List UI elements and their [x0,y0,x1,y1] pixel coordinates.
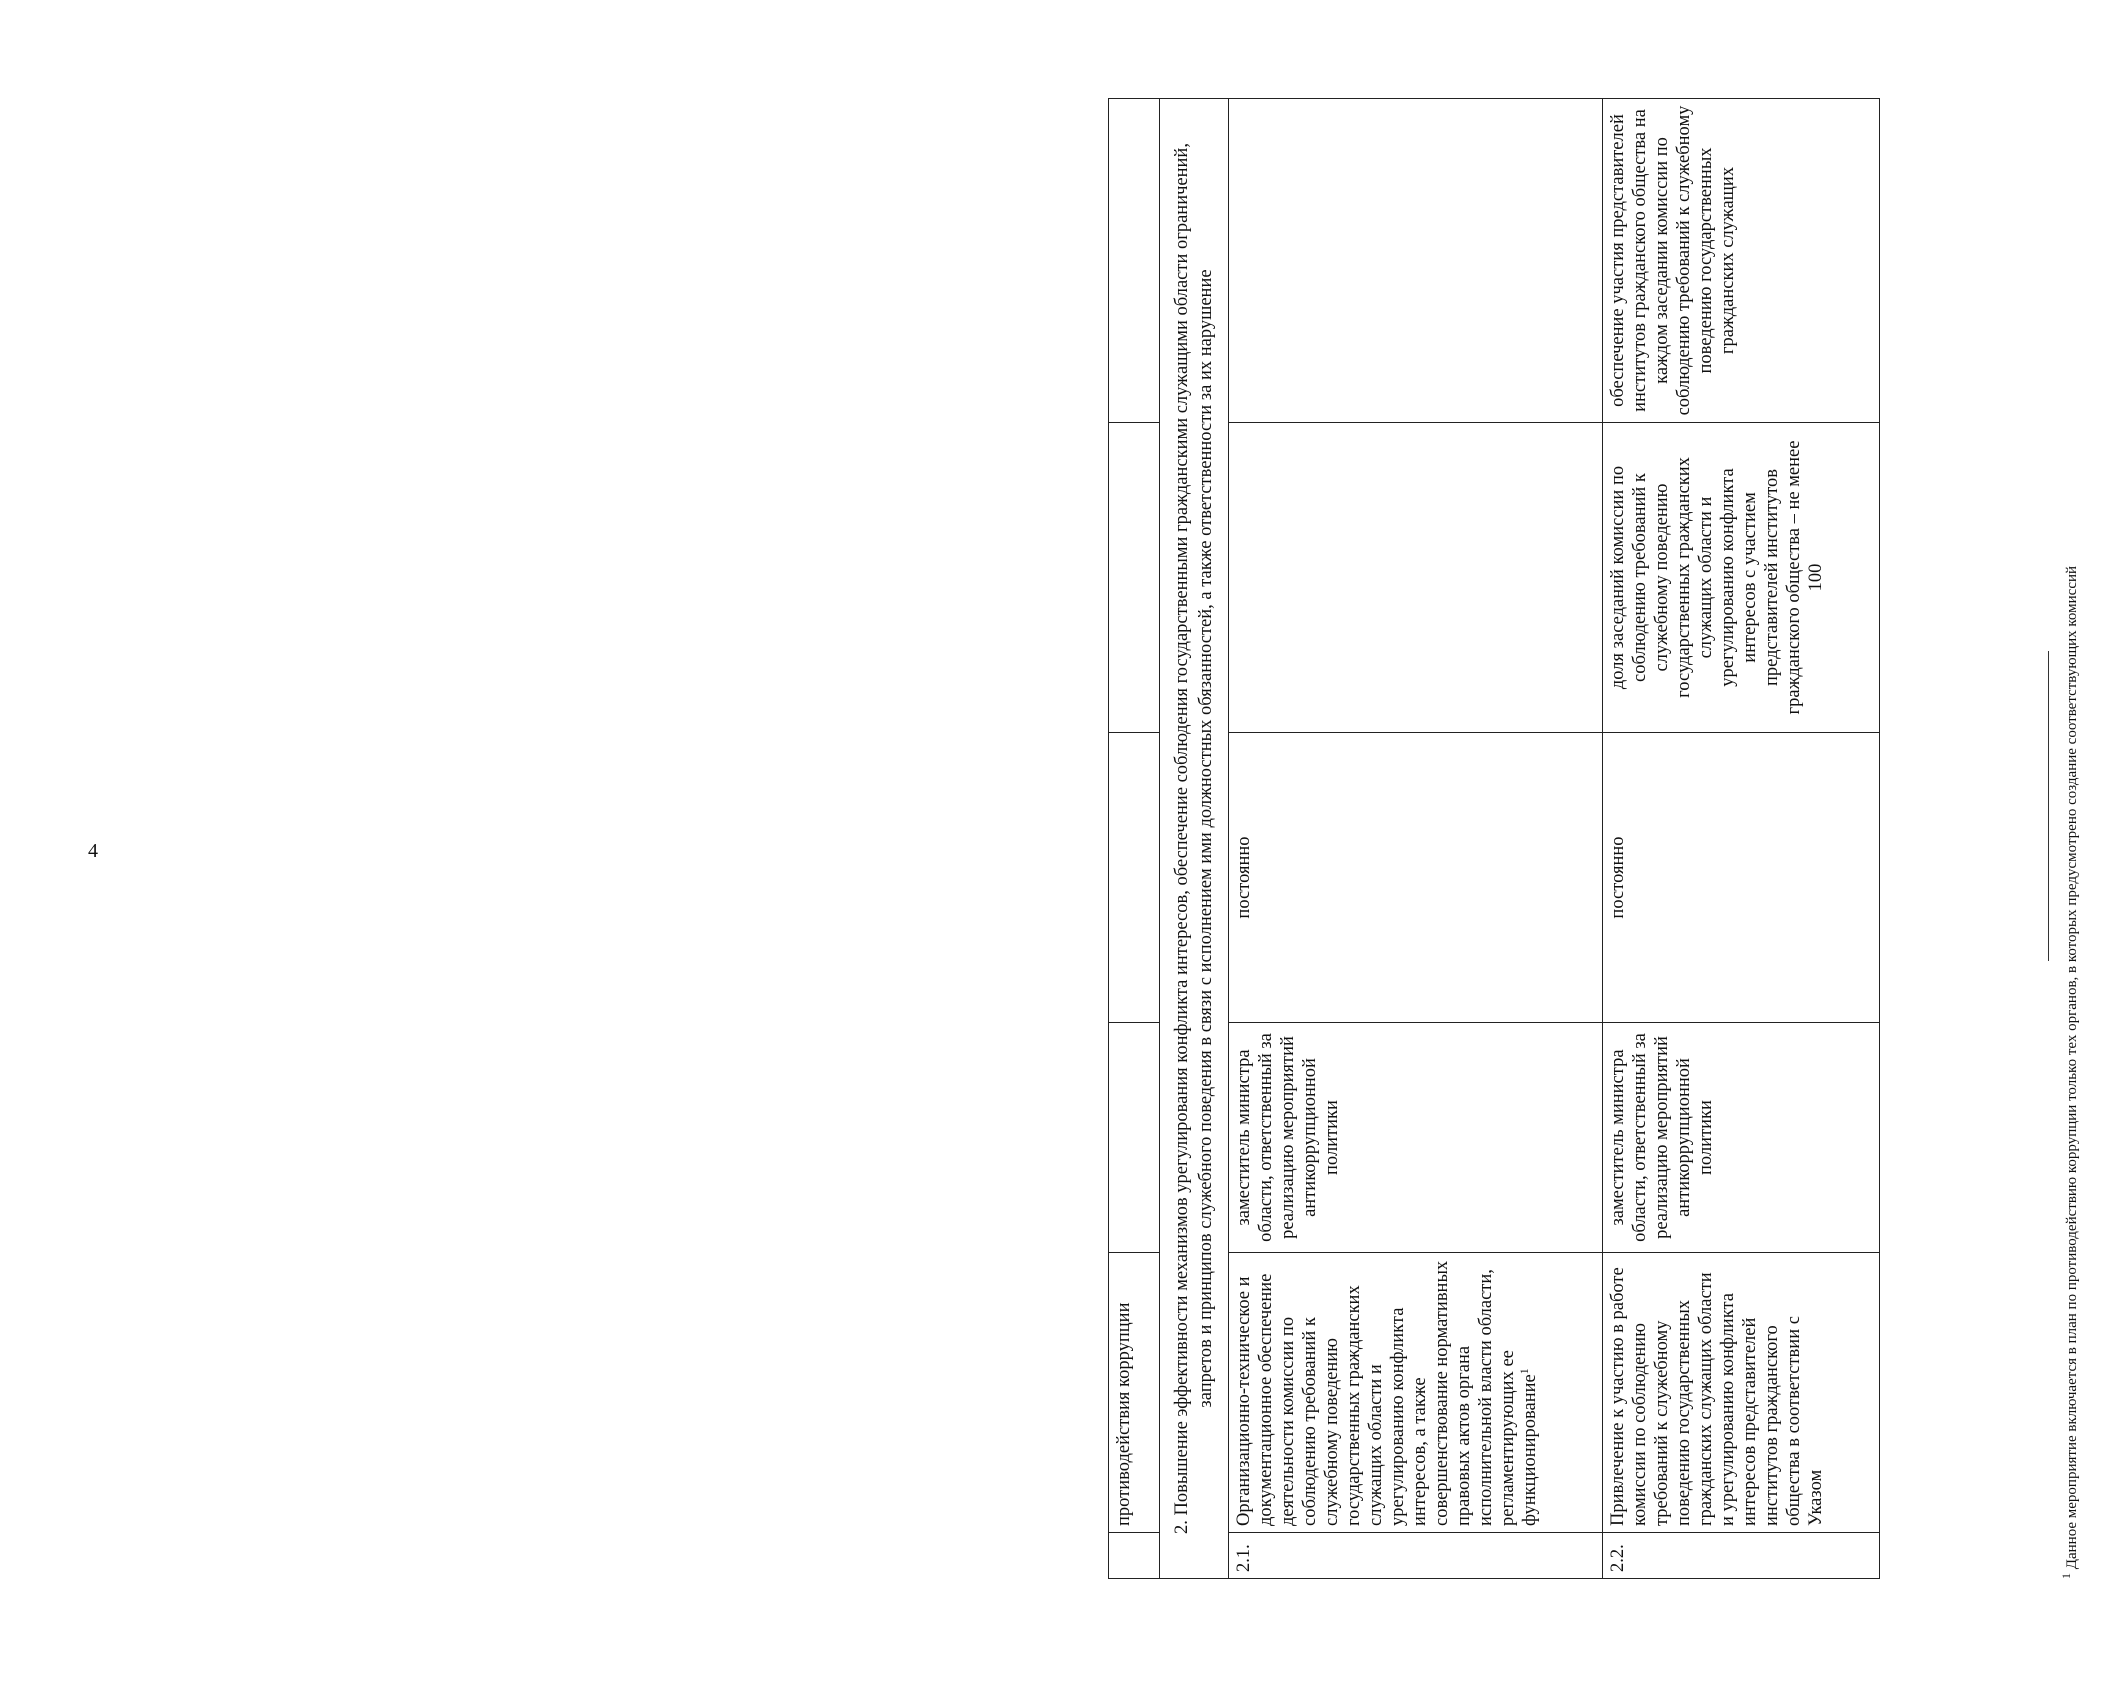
section-heading-row [1160,99,1229,1579]
indicator-cell [1229,423,1603,733]
document-sheet [1108,97,2118,1597]
table-row [1603,99,1880,1579]
table-cell [1109,733,1160,1023]
footnote [2059,565,2081,1579]
event-cell: Привлечение к участию в работе комиссии по соблюдению требований к служебному поведению государственных гражданских служащих области и урегулированию конфликта интересов представителей институтов гражданского общества в соответствии с Указом [1603,1253,1880,1533]
event-text: Организационно-техническое и документационное обеспечение деятельности комиссии по соблюдению требований к служебному поведению государственных гражданских служащих области и урегулированию конфликта интересов, а также совершенствование нормативных правовых актов органа исполнительной власти области, регламентирующих ее функционирование [1234,1260,1540,1526]
term-cell: постоянно [1229,733,1603,1023]
table-continuation-row [1109,99,1160,1579]
anticorruption-plan-table [1108,98,1880,1579]
responsible-cell: заместитель министра области, ответственный за реализацию мероприятий антикоррупционной политики [1229,1023,1603,1253]
table-cell [1109,1023,1160,1253]
footnote-text: Данное мероприятие включается в план по противодействию коррупции только тех органов, в которых предусмотрено создание соответствующих комиссий [2064,565,2080,1570]
result-cell: обеспечение участия представителей институтов гражданского общества на каждом заседании комиссии по соблюдению требований к служебному поведению государственных гражданских служащих [1603,99,1880,423]
row-number: 2.2. [1603,1533,1880,1579]
section-title: 2. Повышение эффективности механизмов урегулирования конфликта интересов, обеспечение соблюдения государственными гражданскими служащими области ограничений, запретов и принципов служебного поведения в связи с исполнением ими должностных обязанностей, а также ответственности за их нарушение [1160,99,1229,1579]
continuation-text: противодействия коррупции [1109,1253,1160,1533]
footnote-reference: 1 [1516,1368,1531,1375]
footnote-separator [2048,651,2049,961]
table-cell [1109,423,1160,733]
footnote-mark: 1 [2059,1573,2073,1579]
table-cell [1109,1533,1160,1579]
result-cell [1229,99,1603,423]
table-row [1229,99,1603,1579]
responsible-cell: заместитель министра области, ответственный за реализацию мероприятий антикоррупционной политики [1603,1023,1880,1253]
event-cell [1229,1253,1603,1533]
page-number: 4 [88,840,98,862]
row-number: 2.1. [1229,1533,1603,1579]
term-cell: постоянно [1603,733,1880,1023]
indicator-cell: доля заседаний комиссии по соблюдению требований к служебному поведению государственных гражданских служащих области и урегулированию конфликта интересов с участием представителей институтов гражданского общества – не менее 100 [1603,423,1880,733]
table-cell [1109,99,1160,423]
